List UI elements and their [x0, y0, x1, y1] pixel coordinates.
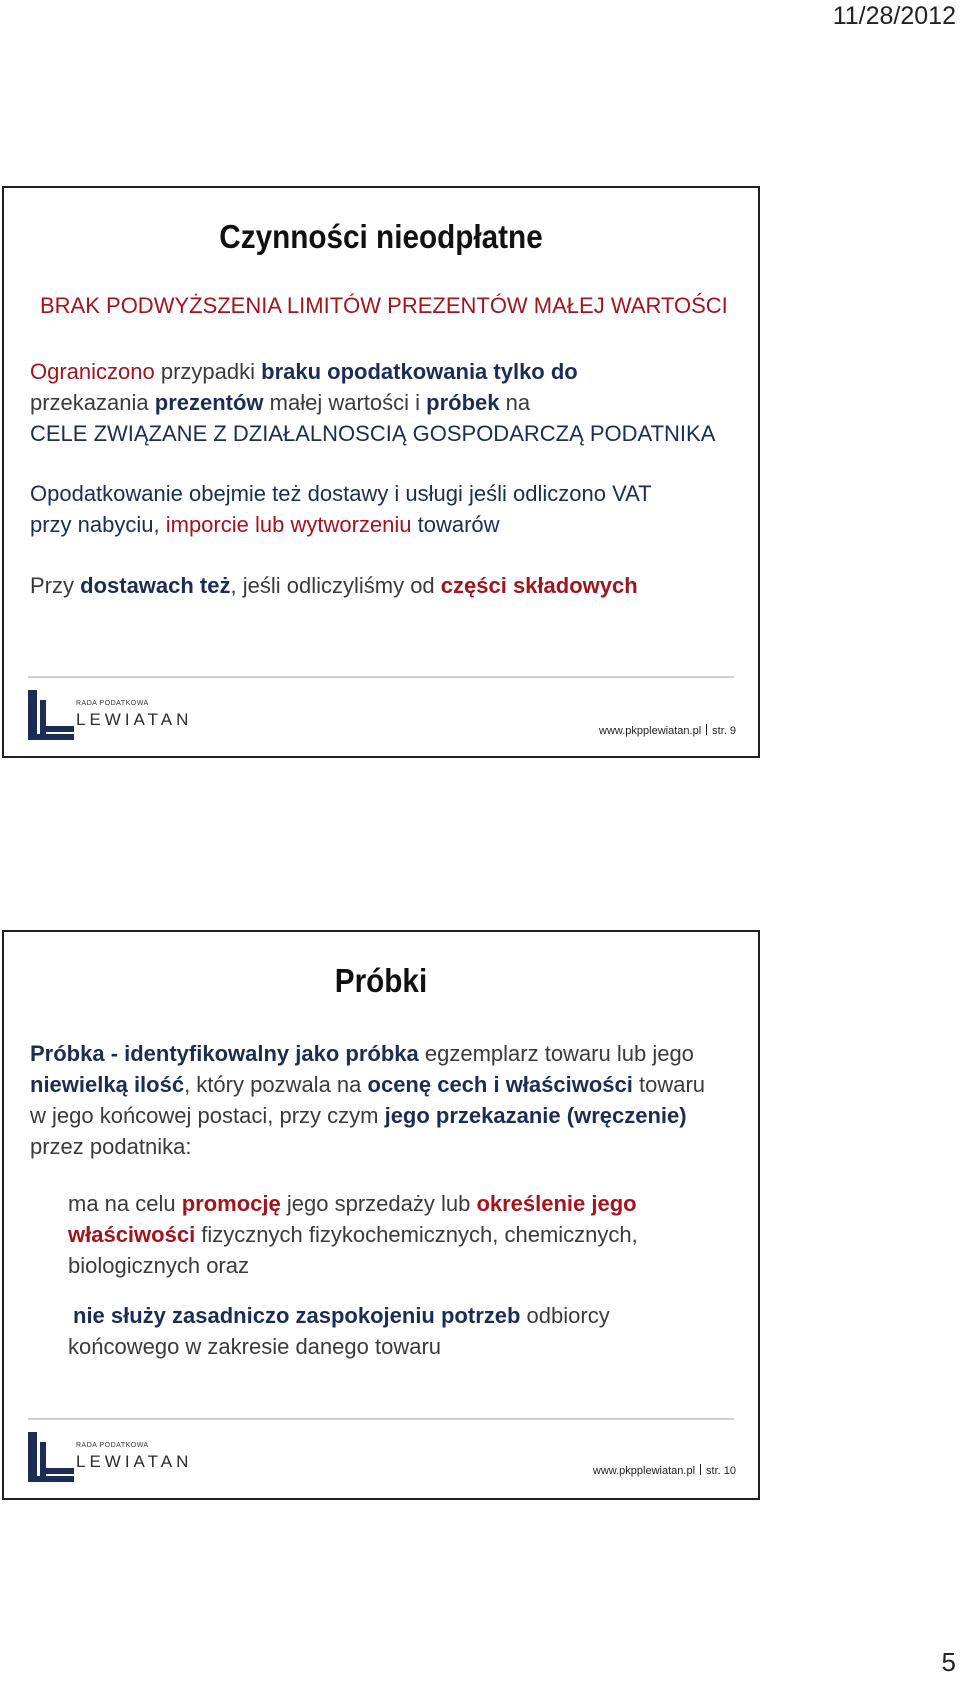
footer-url	[593, 1464, 736, 1477]
text-line	[30, 1038, 738, 1069]
separator	[706, 724, 707, 735]
logo-caption: RADA PODATKOWA	[76, 700, 149, 707]
logo-wordmark: LEWIATAN	[76, 1452, 193, 1471]
text-line: Opodatkowanie obejmie też dostawy i usługi jeśli odliczono VAT	[30, 481, 652, 506]
paragraph-opodatkowanie	[30, 478, 738, 540]
paragraph-nie-sluzy	[68, 1300, 738, 1362]
text-line	[68, 1188, 738, 1219]
text-span: właściwości	[68, 1222, 196, 1247]
website-link[interactable]: www.pkpplewiatan.pl	[599, 725, 702, 737]
text-line: biologicznych oraz	[68, 1253, 249, 1278]
slide-czynnosci-nieodplatne	[2, 186, 760, 758]
footer-url	[599, 724, 736, 737]
text-span: próbek	[426, 390, 500, 415]
text-span: Ograniczono	[30, 359, 155, 384]
text-line	[30, 509, 738, 540]
text-line	[30, 1069, 738, 1100]
text-span: określenie jego	[476, 1191, 637, 1216]
lewiatan-logo	[28, 690, 193, 742]
text-span: odbiorcy	[520, 1303, 610, 1328]
text-span: promocję	[181, 1191, 281, 1216]
text-span: ma na celu	[68, 1191, 182, 1216]
slide-subtitle: BRAK PODWYŻSZENIA LIMITÓW PREZENTÓW MAŁEJ WARTOŚCI	[40, 293, 728, 318]
text-span: , który pozwala na	[184, 1072, 368, 1097]
text-span: przy nabyciu,	[30, 512, 166, 537]
page-number: 5	[941, 1647, 956, 1677]
text-span: ocenę cech i właściwości	[367, 1072, 633, 1097]
text-line: CELE ZWIĄZANE Z DZIAŁALNOSCIĄ GOSPODARCZĄ PODATNIKA	[30, 421, 716, 446]
logo-wordmark: LEWIATAN	[76, 710, 193, 729]
text-line	[30, 1100, 738, 1131]
footer-divider	[28, 676, 734, 678]
text-span: fizycznych fizykochemicznych, chemicznych,	[195, 1222, 638, 1247]
text-span: małej wartości i	[263, 390, 427, 415]
text-span: towarów	[411, 512, 500, 537]
text-span: nie służy zasadniczo zaspokojeniu potrzeb	[73, 1303, 521, 1328]
text-span: egzemplarz towaru lub jego	[418, 1041, 694, 1066]
text-span: towaru	[632, 1072, 706, 1097]
text-span: przekazania	[30, 390, 155, 415]
paragraph-przy-dostawach	[30, 570, 738, 601]
text-span: jego przekazanie (wręczenie)	[384, 1103, 687, 1128]
text-span: części składowych	[440, 573, 638, 598]
paragraph-probka-definition	[30, 1038, 738, 1162]
text-span: Próbka - identyfikowalny jako próbka	[30, 1041, 419, 1066]
text-line	[30, 387, 738, 418]
lewiatan-logo	[28, 1432, 193, 1484]
text-line	[68, 1219, 738, 1250]
text-line	[30, 356, 738, 387]
website-link[interactable]: www.pkpplewiatan.pl	[592, 1465, 696, 1477]
text-span: jego sprzedaży lub	[280, 1191, 477, 1216]
text-span: imporcie lub wytworzeniu	[165, 512, 412, 537]
separator	[700, 1464, 701, 1475]
lewiatan-logo-icon	[28, 1432, 74, 1482]
text-span: Przy	[30, 573, 81, 598]
text-span: prezentów	[154, 390, 264, 415]
slide-title: Próbki	[334, 962, 428, 999]
text-span: braku opodatkowania tylko do	[261, 359, 578, 384]
logo-caption: RADA PODATKOWA	[76, 1442, 149, 1449]
slide-title: Czynności nieodpłatne	[219, 218, 543, 255]
text-span: , jeśli odliczyliśmy od	[230, 573, 441, 598]
text-span: przypadki	[154, 359, 262, 384]
text-span: niewielką ilość	[30, 1072, 185, 1097]
slide-probki	[2, 930, 760, 1500]
text-span: w jego końcowej postaci, przy czym	[30, 1103, 385, 1128]
paragraph-promocja	[68, 1188, 738, 1281]
footer-divider	[28, 1418, 734, 1420]
slide-page-label: str. 9	[712, 725, 736, 737]
text-line: przez podatnika:	[30, 1134, 192, 1159]
slide-page-label: str. 10	[706, 1465, 736, 1477]
text-span: dostawach też	[80, 573, 231, 598]
paragraph-ograniczono	[30, 356, 738, 449]
text-span: na	[499, 390, 531, 415]
lewiatan-logo-icon	[28, 690, 74, 740]
text-line: końcowego w zakresie danego towaru	[68, 1334, 442, 1359]
text-line	[68, 1300, 738, 1331]
page-date: 11/28/2012	[832, 2, 956, 30]
